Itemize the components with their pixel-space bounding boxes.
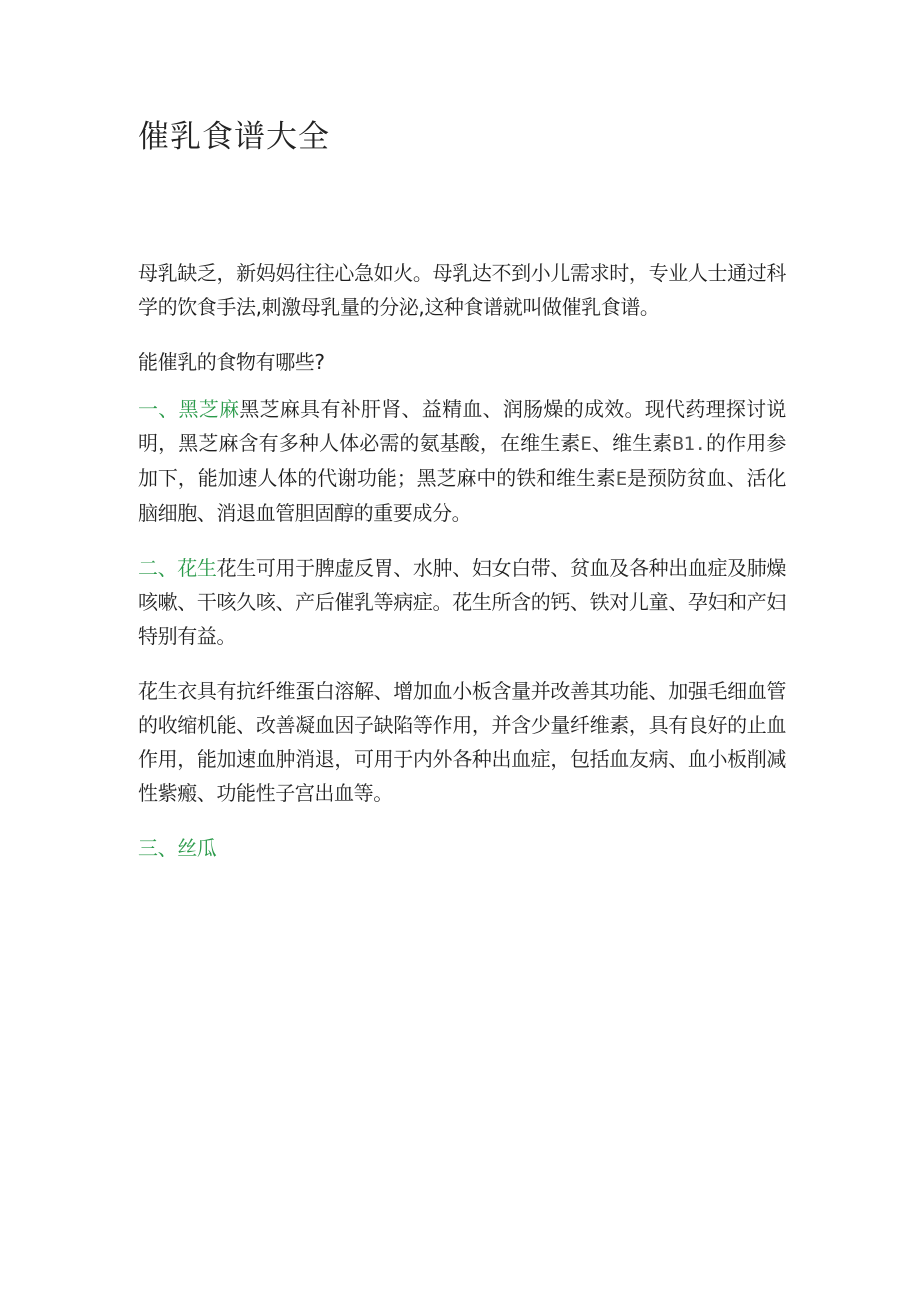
section-heading-peanut: 二、花生 [138,556,217,580]
page-title: 催乳食谱大全 [138,119,330,155]
section-heading-sesame: 一、黑芝麻 [138,397,240,421]
intro-paragraph: 母乳缺乏，新妈妈往往心急如火。母乳达不到小儿需求时，专业人士通过科学的饮食手法,刺激母乳量的分泌,这种食谱就叫做催乳食谱。 [138,261,786,319]
peanut-text: 花生可用于脾虚反胃、水肿、妇女白带、贫血及各种出血症及肺燥咳嗽、干咳久咳、产后催乳等病症。花生所含的钙、铁对儿童、孕妇和产妇特别有益。 [138,556,787,648]
peanut-skin-paragraph: 花生衣具有抗纤维蛋白溶解、增加血小板含量并改善其功能、加强毛细血管的收缩机能、改善凝血因子缺陷等作用，并含少量纤维素，具有良好的止血作用，能加速血肿消退，可用于内外各种出血症，包括血友病、血小板削减性紫瘢、功能性子宫出血等。 [138,679,786,805]
section-heading-loofah: 三、丝瓜 [138,836,217,860]
sesame-text-3: 的作用参加下，能加速人体的代谢功能；黑芝麻中的铁和维生素 [138,431,786,490]
vitamin-e-label: E [580,433,592,455]
vitamin-b1-label: B1. [672,433,706,455]
document-body [138,256,786,886]
section-loofah [138,831,786,865]
sesame-text-1: 黑芝麻具有补肝肾、益精血、润肠燥的成效。现代药理探讨说明，黑芝麻含有多种人体必需的氨基酸，在维生素 [138,397,787,455]
section-sesame [138,392,786,530]
section-peanut [138,551,786,653]
vitamin-e-label-2: E [615,468,627,490]
question-paragraph: 能催乳的食物有哪些? [138,350,325,374]
sesame-text-2: 、维生素 [591,431,673,455]
sesame-text-4: 是预防贫血、活化脑细胞、消退血管胆固醇的重要成分。 [138,466,786,525]
